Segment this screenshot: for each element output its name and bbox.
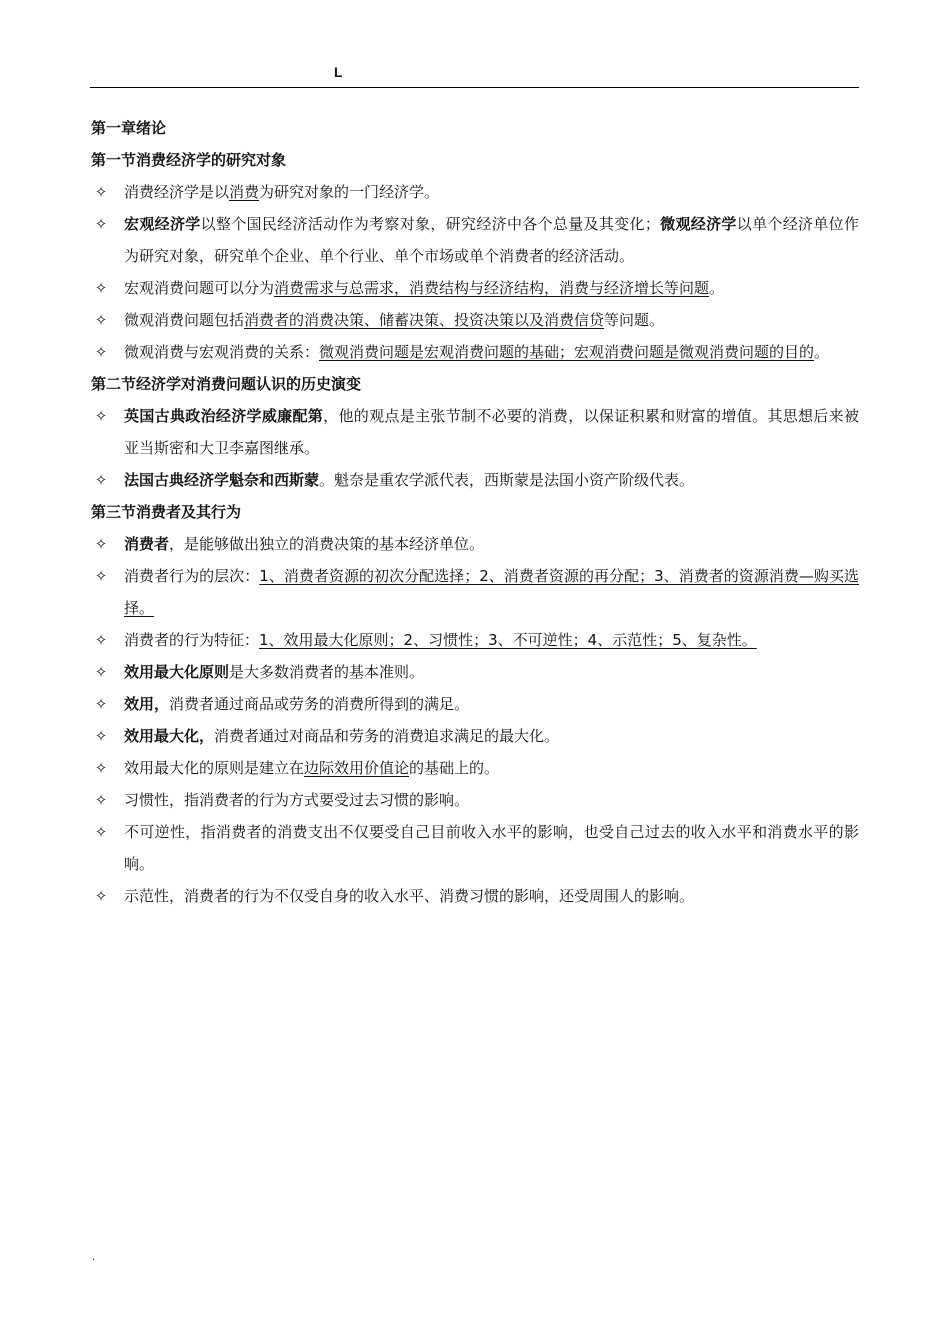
diamond-bullet-icon: ✧: [94, 887, 108, 905]
bold-term: 微观经济学: [659, 215, 737, 233]
underlined-term: 消费: [229, 183, 260, 201]
list-item: ✧ 宏观经济学以整个国民经济活动作为考察对象，研究经济中各个总量及其变化；微观经济学以单个经济单位作为研究对象，研究单个企业、单个行业、单个市场或单个消费者的经济活动。: [91, 208, 859, 272]
diamond-bullet-icon: ✧: [94, 567, 108, 585]
diamond-bullet-icon: ✧: [94, 183, 108, 201]
bold-term: 英国古典政治经济学威廉配第: [124, 407, 324, 425]
diamond-bullet-icon: ✧: [94, 407, 108, 425]
underlined-term: 1、消费者资源的初次分配选择；2、消费者资源的再分配；3、消费者的资源消费—购买选择。: [124, 567, 859, 617]
document-body: [91, 112, 859, 912]
section-2-title: 第二节经济学对消费问题认识的历史演变: [91, 375, 362, 393]
list-item: ✧ 效用，消费者通过商品或劳务的消费所得到的满足。: [91, 688, 859, 720]
list-item: ✧ 效用最大化原则是大多数消费者的基本准则。: [91, 656, 859, 688]
chapter-title: 第一章绪论: [91, 119, 167, 137]
underlined-term: 1、效用最大化原则；2、习惯性；3、不可逆性；4、示范性；5、复杂性。: [259, 631, 757, 649]
bold-term: 效用最大化原则: [124, 663, 230, 681]
underlined-term: 边际效用价值论: [304, 759, 410, 777]
underlined-term: 消费需求与总需求，消费结构与经济结构，消费与经济增长等问题: [274, 279, 710, 297]
bold-term: 效用最大化，: [124, 727, 215, 745]
diamond-bullet-icon: ✧: [94, 791, 108, 809]
diamond-bullet-icon: ✧: [94, 759, 108, 777]
diamond-bullet-icon: ✧: [94, 279, 108, 297]
section-3-title: 第三节消费者及其行为: [91, 503, 242, 521]
footer-dot: .: [92, 1252, 96, 1263]
list-item: ✧ 英国古典政治经济学威廉配第，他的观点是主张节制不必要的消费，以保证积累和财富的增值。其思想后来被亚当斯密和大卫李嘉图继承。: [91, 400, 859, 464]
diamond-bullet-icon: ✧: [94, 215, 108, 233]
diamond-bullet-icon: ✧: [94, 631, 108, 649]
list-item: ✧ 效用最大化的原则是建立在边际效用价值论的基础上的。: [91, 752, 859, 784]
diamond-bullet-icon: ✧: [94, 471, 108, 489]
diamond-bullet-icon: ✧: [94, 695, 108, 713]
underlined-term: 消费者的消费决策、储蓄决策、投资决策以及消费信贷: [244, 311, 605, 329]
diamond-bullet-icon: ✧: [94, 727, 108, 745]
list-item: ✧ 微观消费与宏观消费的关系：微观消费问题是宏观消费问题的基础；宏观消费问题是微观消费问题的目的。: [91, 336, 859, 368]
diamond-bullet-icon: ✧: [94, 311, 108, 329]
list-item: ✧ 示范性，消费者的行为不仅受自身的收入水平、消费习惯的影响，还受周围人的影响。: [91, 880, 859, 912]
list-item: ✧ 消费者行为的层次：1、消费者资源的初次分配选择；2、消费者资源的再分配；3、消费者的资源消费—购买选择。: [91, 560, 859, 624]
list-item: ✧ 不可逆性，指消费者的消费支出不仅要受自己目前收入水平的影响，也受自己过去的收入水平和消费水平的影响。: [91, 816, 859, 880]
list-item: ✧ 效用最大化，消费者通过对商品和劳务的消费追求满足的最大化。: [91, 720, 859, 752]
bold-term: 宏观经济学: [124, 215, 201, 233]
header-rule: [90, 87, 859, 88]
bold-term: 消费者: [124, 535, 170, 553]
list-item: ✧ 宏观消费问题可以分为消费需求与总需求，消费结构与经济结构，消费与经济增长等问题。: [91, 272, 859, 304]
list-item: ✧ 消费者的行为特征：1、效用最大化原则；2、习惯性；3、不可逆性；4、示范性；5、复杂性。: [91, 624, 859, 656]
diamond-bullet-icon: ✧: [94, 343, 108, 361]
diamond-bullet-icon: ✧: [94, 535, 108, 553]
bold-term: 法国古典经济学魁奈和西斯蒙: [124, 471, 320, 489]
header-mark: L: [334, 64, 343, 80]
underlined-term: 微观消费问题是宏观消费问题的基础；宏观消费问题是微观消费问题的目的: [319, 343, 815, 361]
section-1-title: 第一节消费经济学的研究对象: [91, 151, 287, 169]
list-item: ✧ 消费者，是能够做出独立的消费决策的基本经济单位。: [91, 528, 859, 560]
list-item: ✧ 消费经济学是以消费为研究对象的一门经济学。: [91, 176, 859, 208]
diamond-bullet-icon: ✧: [94, 663, 108, 681]
bold-term: 效用，: [124, 695, 170, 713]
list-item: ✧ 法国古典经济学魁奈和西斯蒙。魁奈是重农学派代表，西斯蒙是法国小资产阶级代表。: [91, 464, 859, 496]
list-item: ✧ 微观消费问题包括消费者的消费决策、储蓄决策、投资决策以及消费信贷等问题。: [91, 304, 859, 336]
diamond-bullet-icon: ✧: [94, 823, 108, 841]
list-item: ✧ 习惯性，指消费者的行为方式要受过去习惯的影响。: [91, 784, 859, 816]
